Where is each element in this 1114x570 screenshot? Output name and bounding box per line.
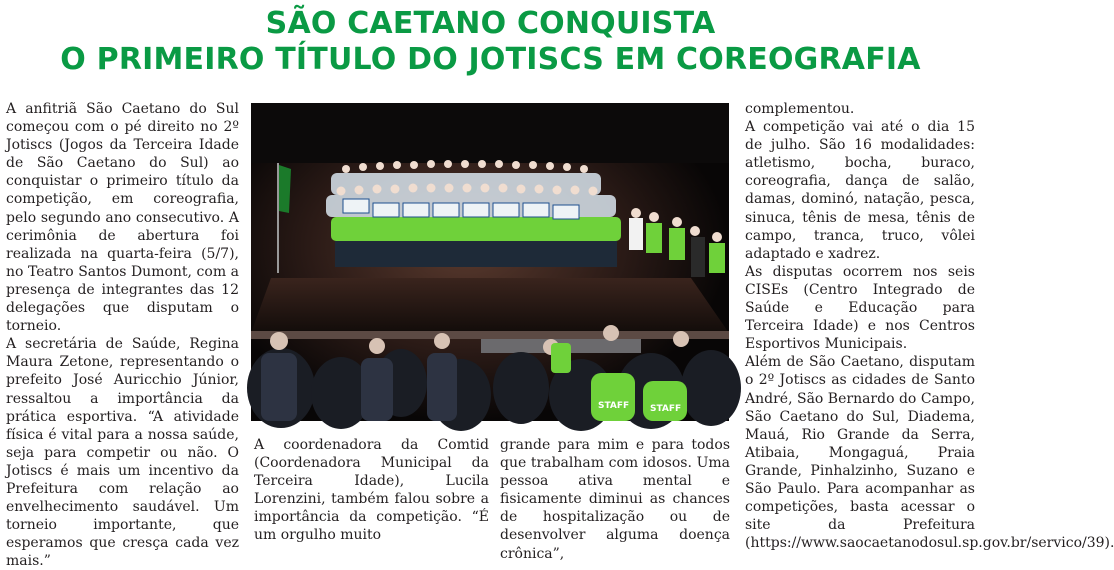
article-column-2 bbox=[254, 436, 489, 545]
paragraph: As disputas ocorrem nos seis CISEs (Centro Integrado de Saúde e Educação para Terceira Idade) e nos Centros Esportivos Municipais. bbox=[745, 263, 975, 353]
article-column-4 bbox=[745, 100, 1114, 552]
staff-shirt-text: STAFF bbox=[598, 401, 630, 411]
paragraph: A secretária de Saúde, Regina Maura Zetone, representando o prefeito José Auricchio Júnior, ressaltou a importância da prática esportiva. “A atividade física é vital para a nossa saúde, seja para competir ou não. O Jotiscs é mais um incentivo da Prefeitura com relação ao envelhecimento saudável. Um torneio importante, que esperamos que cresça cada vez mais.” bbox=[6, 336, 239, 570]
paragraph: A coordenadora da Comtid (Coordenadora Municipal da Terceira Idade), Lucila Lorenzini, também falou sobre a importância da competição. “É um orgulho muito bbox=[254, 437, 489, 544]
article-column-3 bbox=[500, 436, 730, 563]
headline bbox=[0, 6, 981, 78]
paragraph: Além de São Caetano, disputam o 2º Jotiscs as cidades de Santo André, São Bernardo do Campo, São Caetano do Sul, Diadema, Mauá, Rio Grande da Serra, Atibaia, Mongaguá, Praia Grande, Pinhalzinho, Suzano e São Paulo. Para acompanhar as competições, basta acessar o site da Prefeitura (https://www.saocaetanodosul.sp.gov.br/servico/39). bbox=[745, 354, 1114, 552]
article-column-1 bbox=[6, 100, 239, 570]
paragraph: A competição vai até o dia 15 de julho. São 16 modalidades: atletismo, bocha, buraco, coreografia, dança de salão, damas, dominó, natação, pesca, sinuca, tênis de mesa, tênis de campo, tranca, truco, vôlei adaptado e xadrez. bbox=[745, 119, 975, 262]
staff-shirt-text: STAFF bbox=[650, 404, 682, 414]
paragraph: A anfitriã São Caetano do Sul começou com o pé direito no 2º Jotiscs (Jogos da Terceira Idade de São Caetano do Sul) ao conquistar o primeiro título da competição, em coreografia, pelo segundo ano consecutivo. A cerimônia de abertura foi realizada na quarta-feira (5/7), no Teatro Santos Dumont, com a presença de integrantes das 12 delegações que disputam o torneio. bbox=[6, 101, 239, 335]
paragraph: complementou. bbox=[745, 101, 855, 117]
headline-line-1: SÃO CAETANO CONQUISTA bbox=[265, 6, 716, 41]
paragraph: grande para mim e para todos que trabalham com idosos. Uma pessoa ativa mental e fisicamente diminui as chances de hospitalização ou de desenvolver alguma doença crônica”, bbox=[500, 437, 730, 562]
photo-illustration bbox=[251, 103, 729, 421]
headline-line-2: O PRIMEIRO TÍTULO DO JOTISCS EM COREOGRAFIA bbox=[60, 42, 921, 77]
event-photo bbox=[251, 103, 729, 421]
